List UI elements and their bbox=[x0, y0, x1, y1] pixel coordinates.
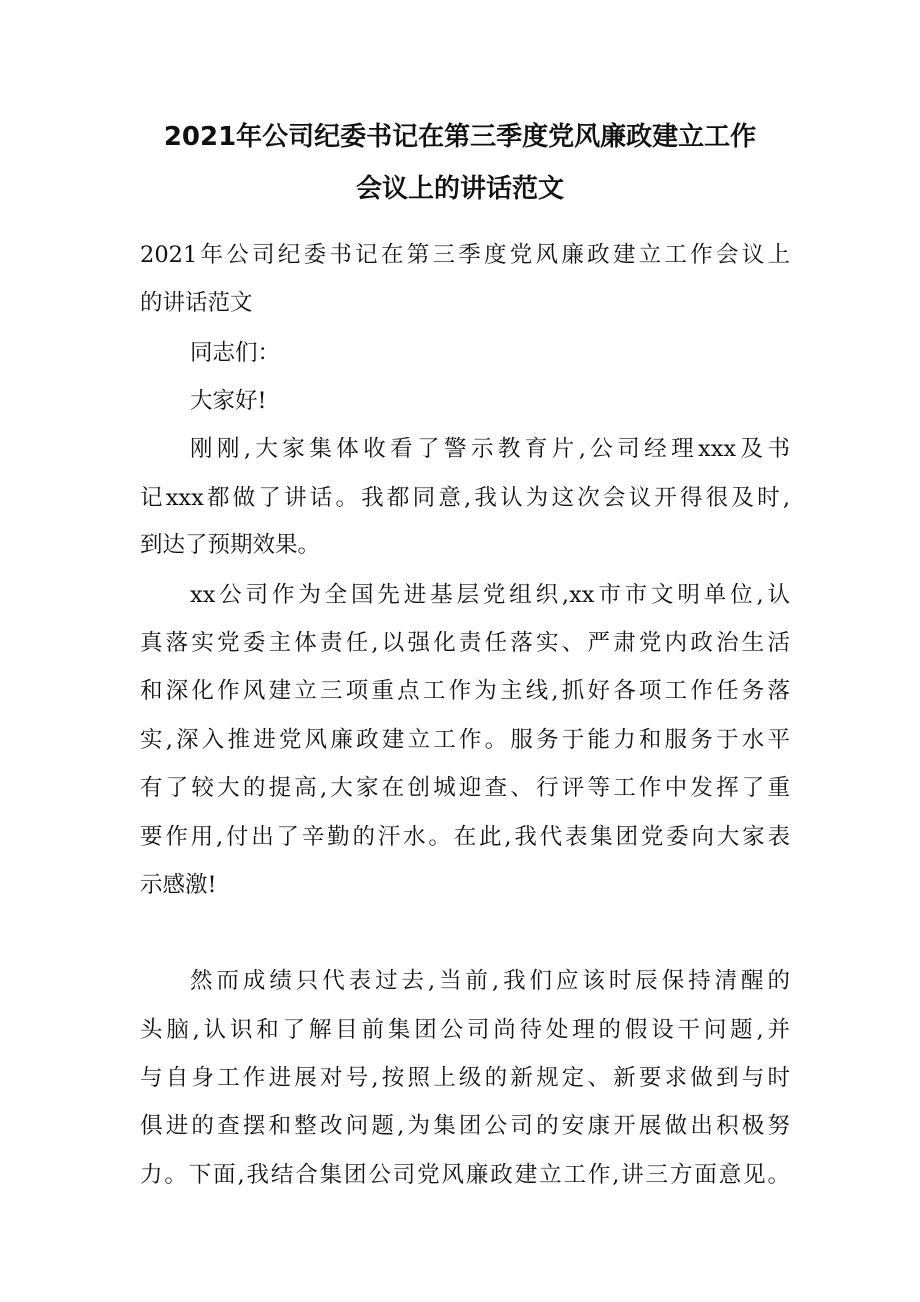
body-line: 头脑,认识和了解目前集团公司尚待处理的假设干问题,并 bbox=[140, 1017, 790, 1043]
body-line: 有了较大的提高,大家在创城迎查、行评等工作中发挥了重 bbox=[140, 775, 790, 801]
body-line: 刚刚,大家集体收看了警示教育片,公司经理xxx及书 bbox=[190, 436, 790, 462]
body-line: 与自身工作进展对号,按照上级的新规定、新要求做到与时 bbox=[140, 1065, 790, 1091]
body-line: 到达了预期效果。 bbox=[140, 532, 321, 558]
body-line: 和深化作风建立三项重点工作为主线,抓好各项工作任务落 bbox=[140, 678, 790, 704]
body-line: 然而成绩只代表过去,当前,我们应该时辰保持清醒的 bbox=[190, 968, 790, 994]
body-line: 俱进的查摆和整改问题,为集团公司的安康开展做出积极努 bbox=[140, 1113, 790, 1139]
document-title-line-1: 2021年公司纪委书记在第三季度党风廉政建立工作 bbox=[163, 122, 757, 152]
body-line: xx公司作为全国先进基层党组织,xx市市文明单位,认 bbox=[190, 582, 790, 608]
body-line: 的讲话范文 bbox=[140, 290, 253, 316]
body-line: 要作用,付出了辛勤的汗水。在此,我代表集团党委向大家表 bbox=[140, 824, 790, 850]
body-line: 2021年公司纪委书记在第三季度党风廉政建立工作会议上 bbox=[140, 242, 790, 268]
body-line: 记xxx都做了讲话。我都同意,我认为这次会议开得很及时, bbox=[140, 485, 790, 511]
body-line: 实,深入推进党风廉政建立工作。服务于能力和服务于水平 bbox=[140, 727, 790, 753]
greeting: 大家好! bbox=[190, 388, 267, 414]
body-line: 真落实党委主体责任,以强化责任落实、严肃党内政治生活 bbox=[140, 630, 790, 656]
salutation: 同志们： bbox=[190, 340, 281, 366]
document-title-line-2: 会议上的讲话范文 bbox=[355, 174, 564, 204]
body-line: 示感激! bbox=[140, 872, 217, 898]
body-line: 力。下面,我结合集团公司党风廉政建立工作,讲三方面意见。 bbox=[140, 1162, 790, 1188]
